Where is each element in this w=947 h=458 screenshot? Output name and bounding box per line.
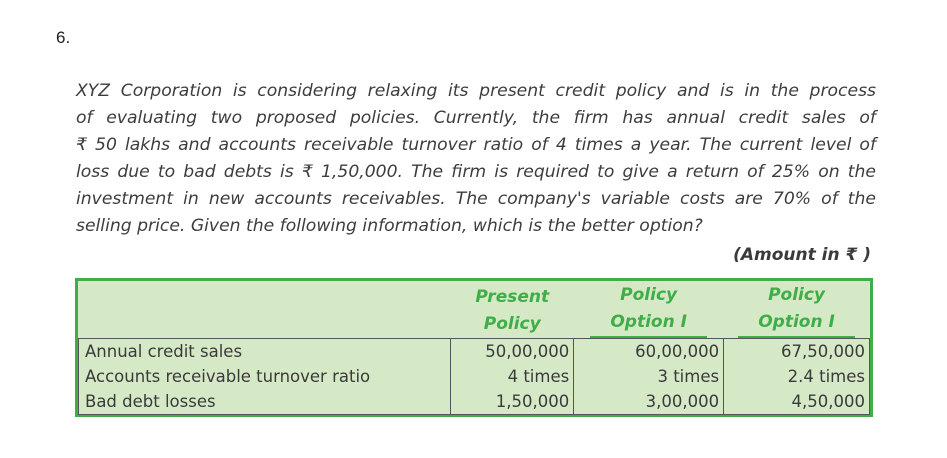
row-value: 4,50,000 [724, 389, 870, 415]
row-value: 3 times [574, 364, 724, 389]
row-label: Annual credit sales [79, 339, 451, 365]
row-value: 2.4 times [724, 364, 870, 389]
header-line: Policy [483, 314, 541, 334]
header-underlined: Option I [738, 309, 855, 338]
row-value: 1,50,000 [451, 389, 574, 415]
header-line: Policy [768, 285, 826, 305]
header-blank [79, 281, 451, 339]
paragraph-line: ₹ 50 lakhs and accounts receivable turnover ratio of 4 times a year. The current level of [76, 135, 876, 155]
table-header-row [79, 281, 870, 339]
paragraph-line: of evaluating two proposed policies. Currently, the firm has annual credit sales of [76, 108, 876, 128]
table-row [79, 389, 870, 415]
question-paragraph [76, 78, 876, 240]
row-value: 60,00,000 [574, 339, 724, 365]
header-present-policy [451, 281, 574, 339]
header-line: Present [475, 287, 550, 307]
question-number: 6. [56, 28, 71, 47]
header-policy-option-2 [724, 281, 870, 339]
header-line [724, 309, 870, 338]
header-line: Policy [620, 285, 678, 305]
header-policy-option-1 [574, 281, 724, 339]
policy-table [78, 281, 870, 415]
row-label: Accounts receivable turnover ratio [79, 364, 451, 389]
row-value: 67,50,000 [724, 339, 870, 365]
row-value: 50,00,000 [451, 339, 574, 365]
row-value: 3,00,000 [574, 389, 724, 415]
row-label: Bad debt losses [79, 389, 451, 415]
table-row [79, 339, 870, 365]
header-underlined: Option I [590, 309, 707, 338]
table-row [79, 364, 870, 389]
header-line [574, 309, 724, 338]
policy-comparison-table [75, 278, 873, 417]
paragraph-line: loss due to bad debts is ₹ 1,50,000. The firm is required to give a return of 25% on the [76, 162, 876, 182]
row-value: 4 times [451, 364, 574, 389]
paragraph-line: selling price. Given the following information, which is the better option? [76, 216, 703, 236]
paragraph-line: XYZ Corporation is considering relaxing its present credit policy and is in the process [76, 81, 876, 101]
amount-unit-note: (Amount in ₹ ) [733, 245, 871, 265]
paragraph-line: investment in new accounts receivables. The company's variable costs are 70% of the [76, 189, 876, 209]
